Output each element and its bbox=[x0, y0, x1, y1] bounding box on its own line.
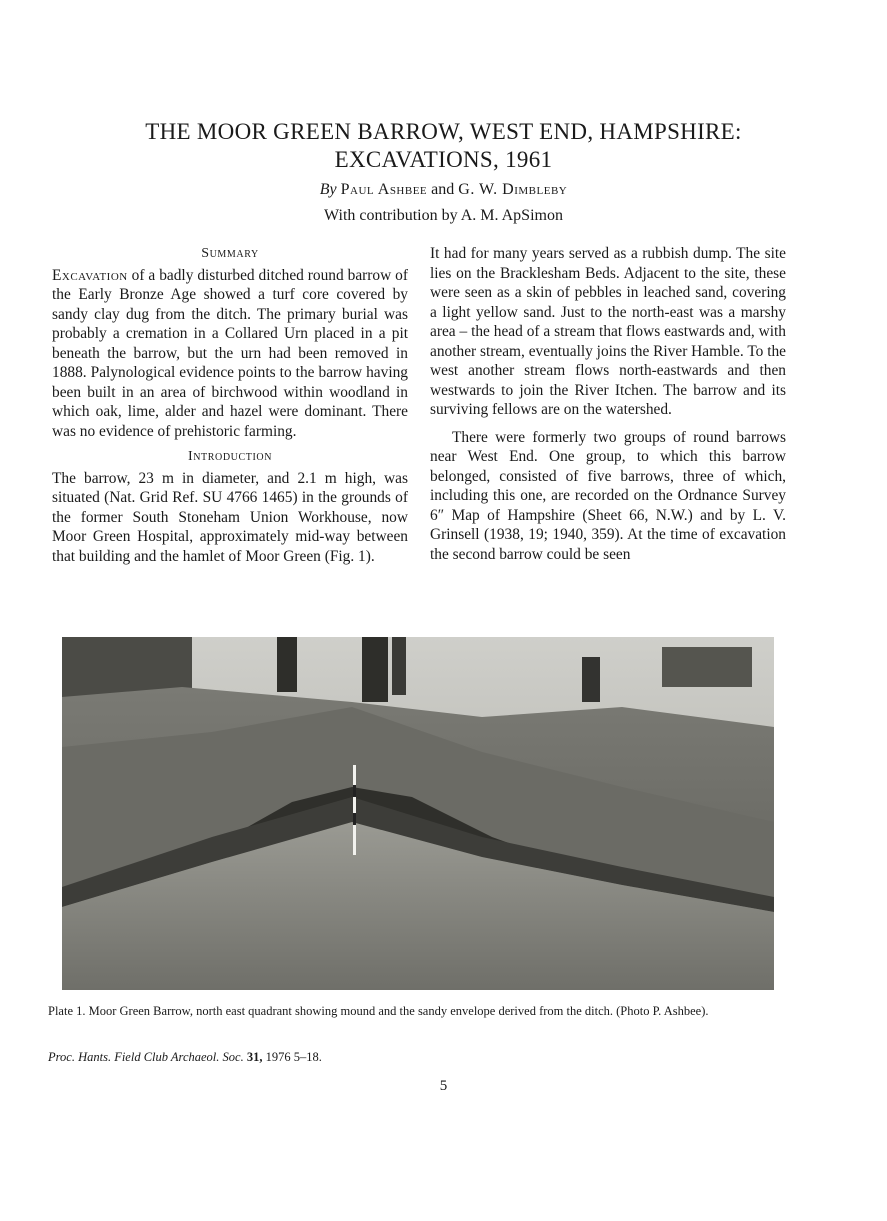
summary-heading: Summary bbox=[201, 246, 259, 261]
byline-and: and bbox=[431, 181, 455, 198]
intro-paragraph-1: The barrow, 23 m in diameter, and 2.1 m high, was situated (Nat. Grid Ref. SU 4766 1465) in the grounds of the former South Stoneham Union Workhouse, now Moor Green Hospital, approximately mid-way between that building and the hamlet of Moor Green (Fig. 1). bbox=[52, 469, 408, 565]
author-1: Paul Ashbee bbox=[340, 181, 428, 198]
article-title bbox=[60, 118, 827, 174]
contribution-line: With contribution by A. M. ApSimon bbox=[324, 207, 563, 224]
summary-lead: Excavation bbox=[52, 266, 128, 284]
journal-years: 1976 5–18. bbox=[265, 1050, 322, 1064]
right-column bbox=[430, 244, 786, 564]
summary-text: of a badly disturbed ditched round barrow of the Early Bronze Age showed a turf core covered by sandy clay dug from the ditch. The primary burial was probably a cremation in a Collared Urn placed in a pit beneath the barrow, but the urn had been removed in 1888. Palynological evidence points to the barrow having been built in an area of birchwood within woodland in which oak, lime, alder and hazel were dominant. There was no evidence of prehistoric farming. bbox=[52, 266, 408, 440]
journal-volume: 31, bbox=[246, 1050, 263, 1064]
barrow-excavation-photo bbox=[62, 637, 774, 990]
plate-caption: Plate 1. Moor Green Barrow, north east quadrant showing mound and the sandy envelope derived from the ditch. (Photo P. Ashbee). bbox=[48, 1004, 709, 1018]
intro-paragraph-2: It had for many years served as a rubbish dump. The site lies on the Bracklesham Beds. Adjacent to the site, these were seen as a skin of pebbles in leached sand, covering a light yellow sand. Just to the north-east was a marshy area – the head of a stream that flows eastwards and, with another stream, eventually joins the River Hamble. To the west another stream flows north-eastwards and then westwards to join the River Itchen. The barrow and its surviving fellows are on the watershed. bbox=[430, 245, 786, 418]
author-2: G. W. Dimbleby bbox=[458, 181, 568, 198]
intro-paragraph-3: There were formerly two groups of round barrows near West End. One group, to which this barrow belonged, consisted of five barrows, three of which, including this one, are recorded on the Ordnance Survey 6″ Map of Hampshire (Sheet 66, N.W.) and by L. V. Grinsell (1938, 19; 1940, 359). At the time of excavation the second barrow could be seen bbox=[430, 428, 786, 563]
journal-name: Proc. Hants. Field Club Archaeol. Soc. bbox=[48, 1050, 244, 1064]
plate-photograph bbox=[62, 637, 774, 990]
title-line-1: THE MOOR GREEN BARROW, WEST END, HAMPSHIRE: bbox=[145, 119, 742, 144]
title-line-2: EXCAVATIONS, 1961 bbox=[334, 147, 553, 172]
journal-citation bbox=[48, 1050, 322, 1065]
introduction-heading: Introduction bbox=[187, 449, 273, 464]
page-number: 5 bbox=[439, 1078, 448, 1094]
byline-by: By bbox=[319, 181, 337, 198]
byline bbox=[60, 181, 827, 199]
summary-paragraph bbox=[52, 266, 408, 442]
left-column bbox=[52, 244, 408, 566]
